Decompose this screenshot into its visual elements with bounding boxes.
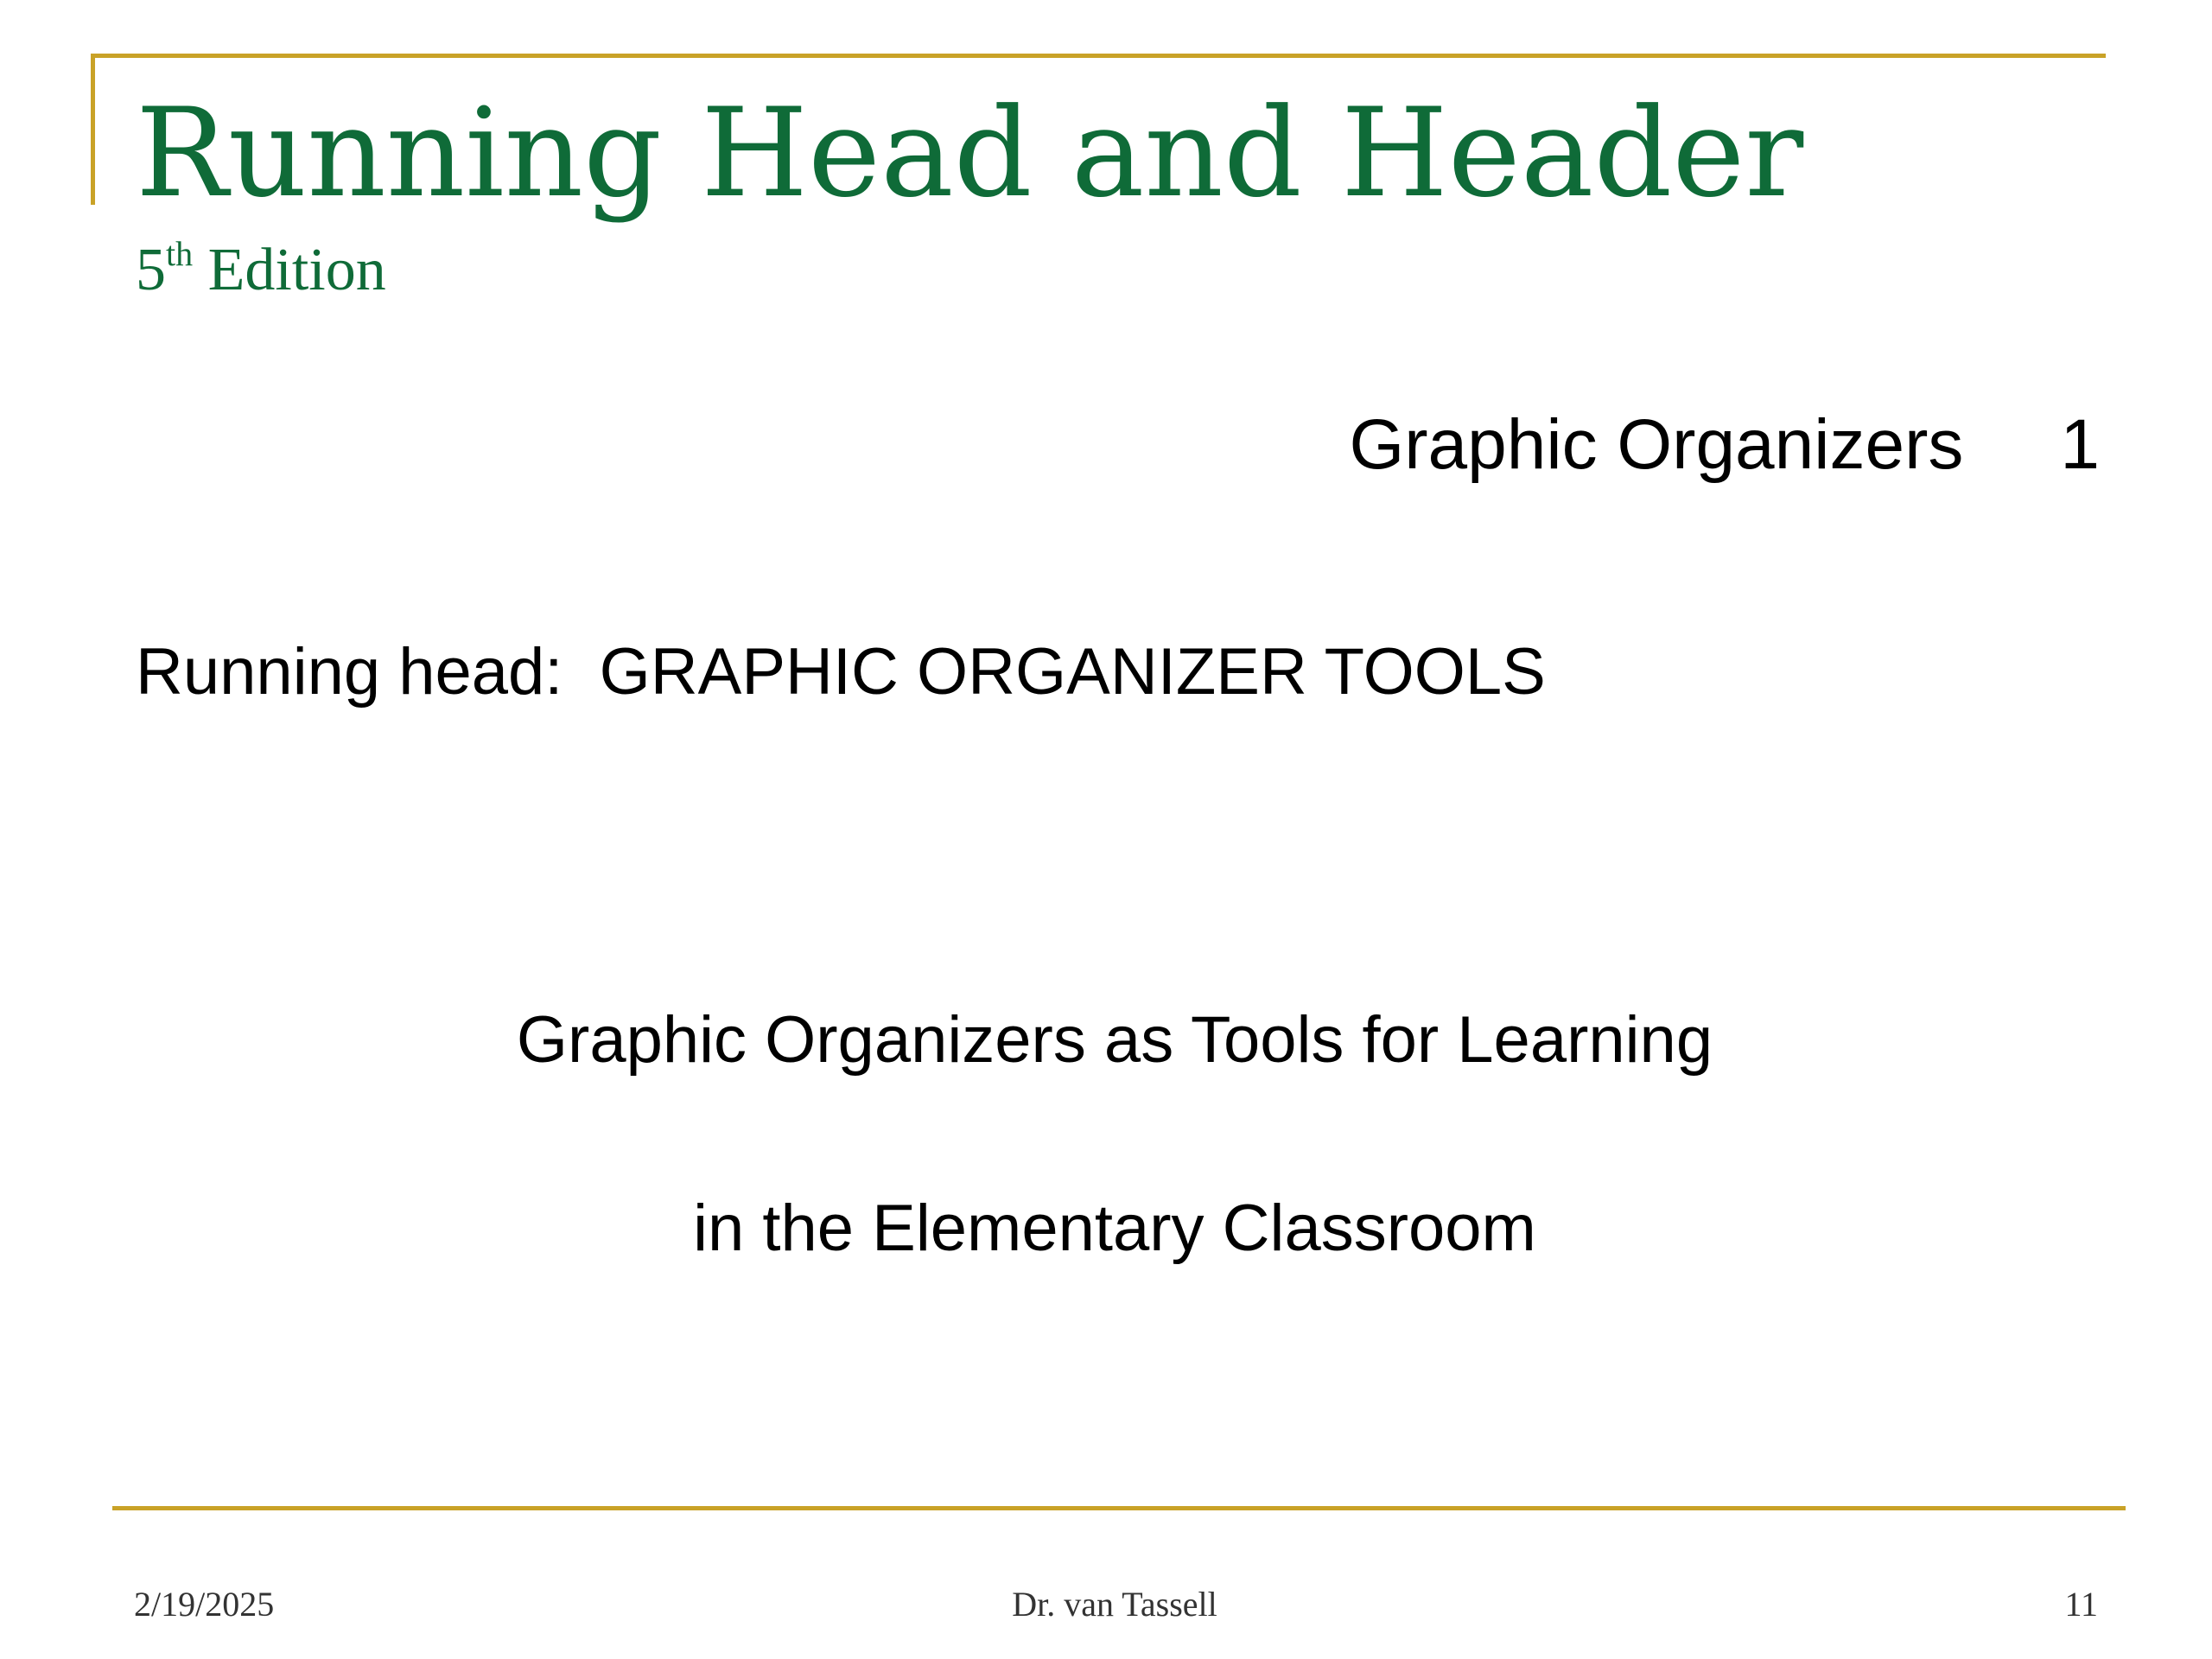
running-head-line: [136, 634, 1546, 709]
paper-title-line-2: in the Elementary Classroom: [693, 1192, 1536, 1265]
header-short-title: Graphic Organizers: [1349, 405, 1964, 484]
edition-number: 5: [136, 237, 166, 303]
slide-subtitle: [136, 234, 386, 303]
running-head-label: Running head:: [136, 635, 600, 709]
bottom-accent-rule: [112, 1506, 2126, 1510]
footer-author: Dr. van Tassell: [1012, 1585, 1217, 1624]
footer-slide-number: 11: [2064, 1585, 2098, 1624]
left-accent-rule: [91, 54, 95, 205]
paper-title-line-1: Graphic Organizers as Tools for Learning: [516, 1003, 1713, 1077]
top-accent-rule: [91, 54, 2106, 58]
header-page-number: 1: [2060, 405, 2100, 484]
footer-date: 2/19/2025: [134, 1585, 275, 1624]
running-head-text: GRAPHIC ORGANIZER TOOLS: [599, 635, 1546, 709]
edition-label: Edition: [193, 237, 386, 303]
slide-title: Running Head and Header: [136, 82, 1804, 225]
edition-ordinal-suffix: th: [166, 234, 194, 273]
example-page-header: [1349, 404, 2100, 486]
